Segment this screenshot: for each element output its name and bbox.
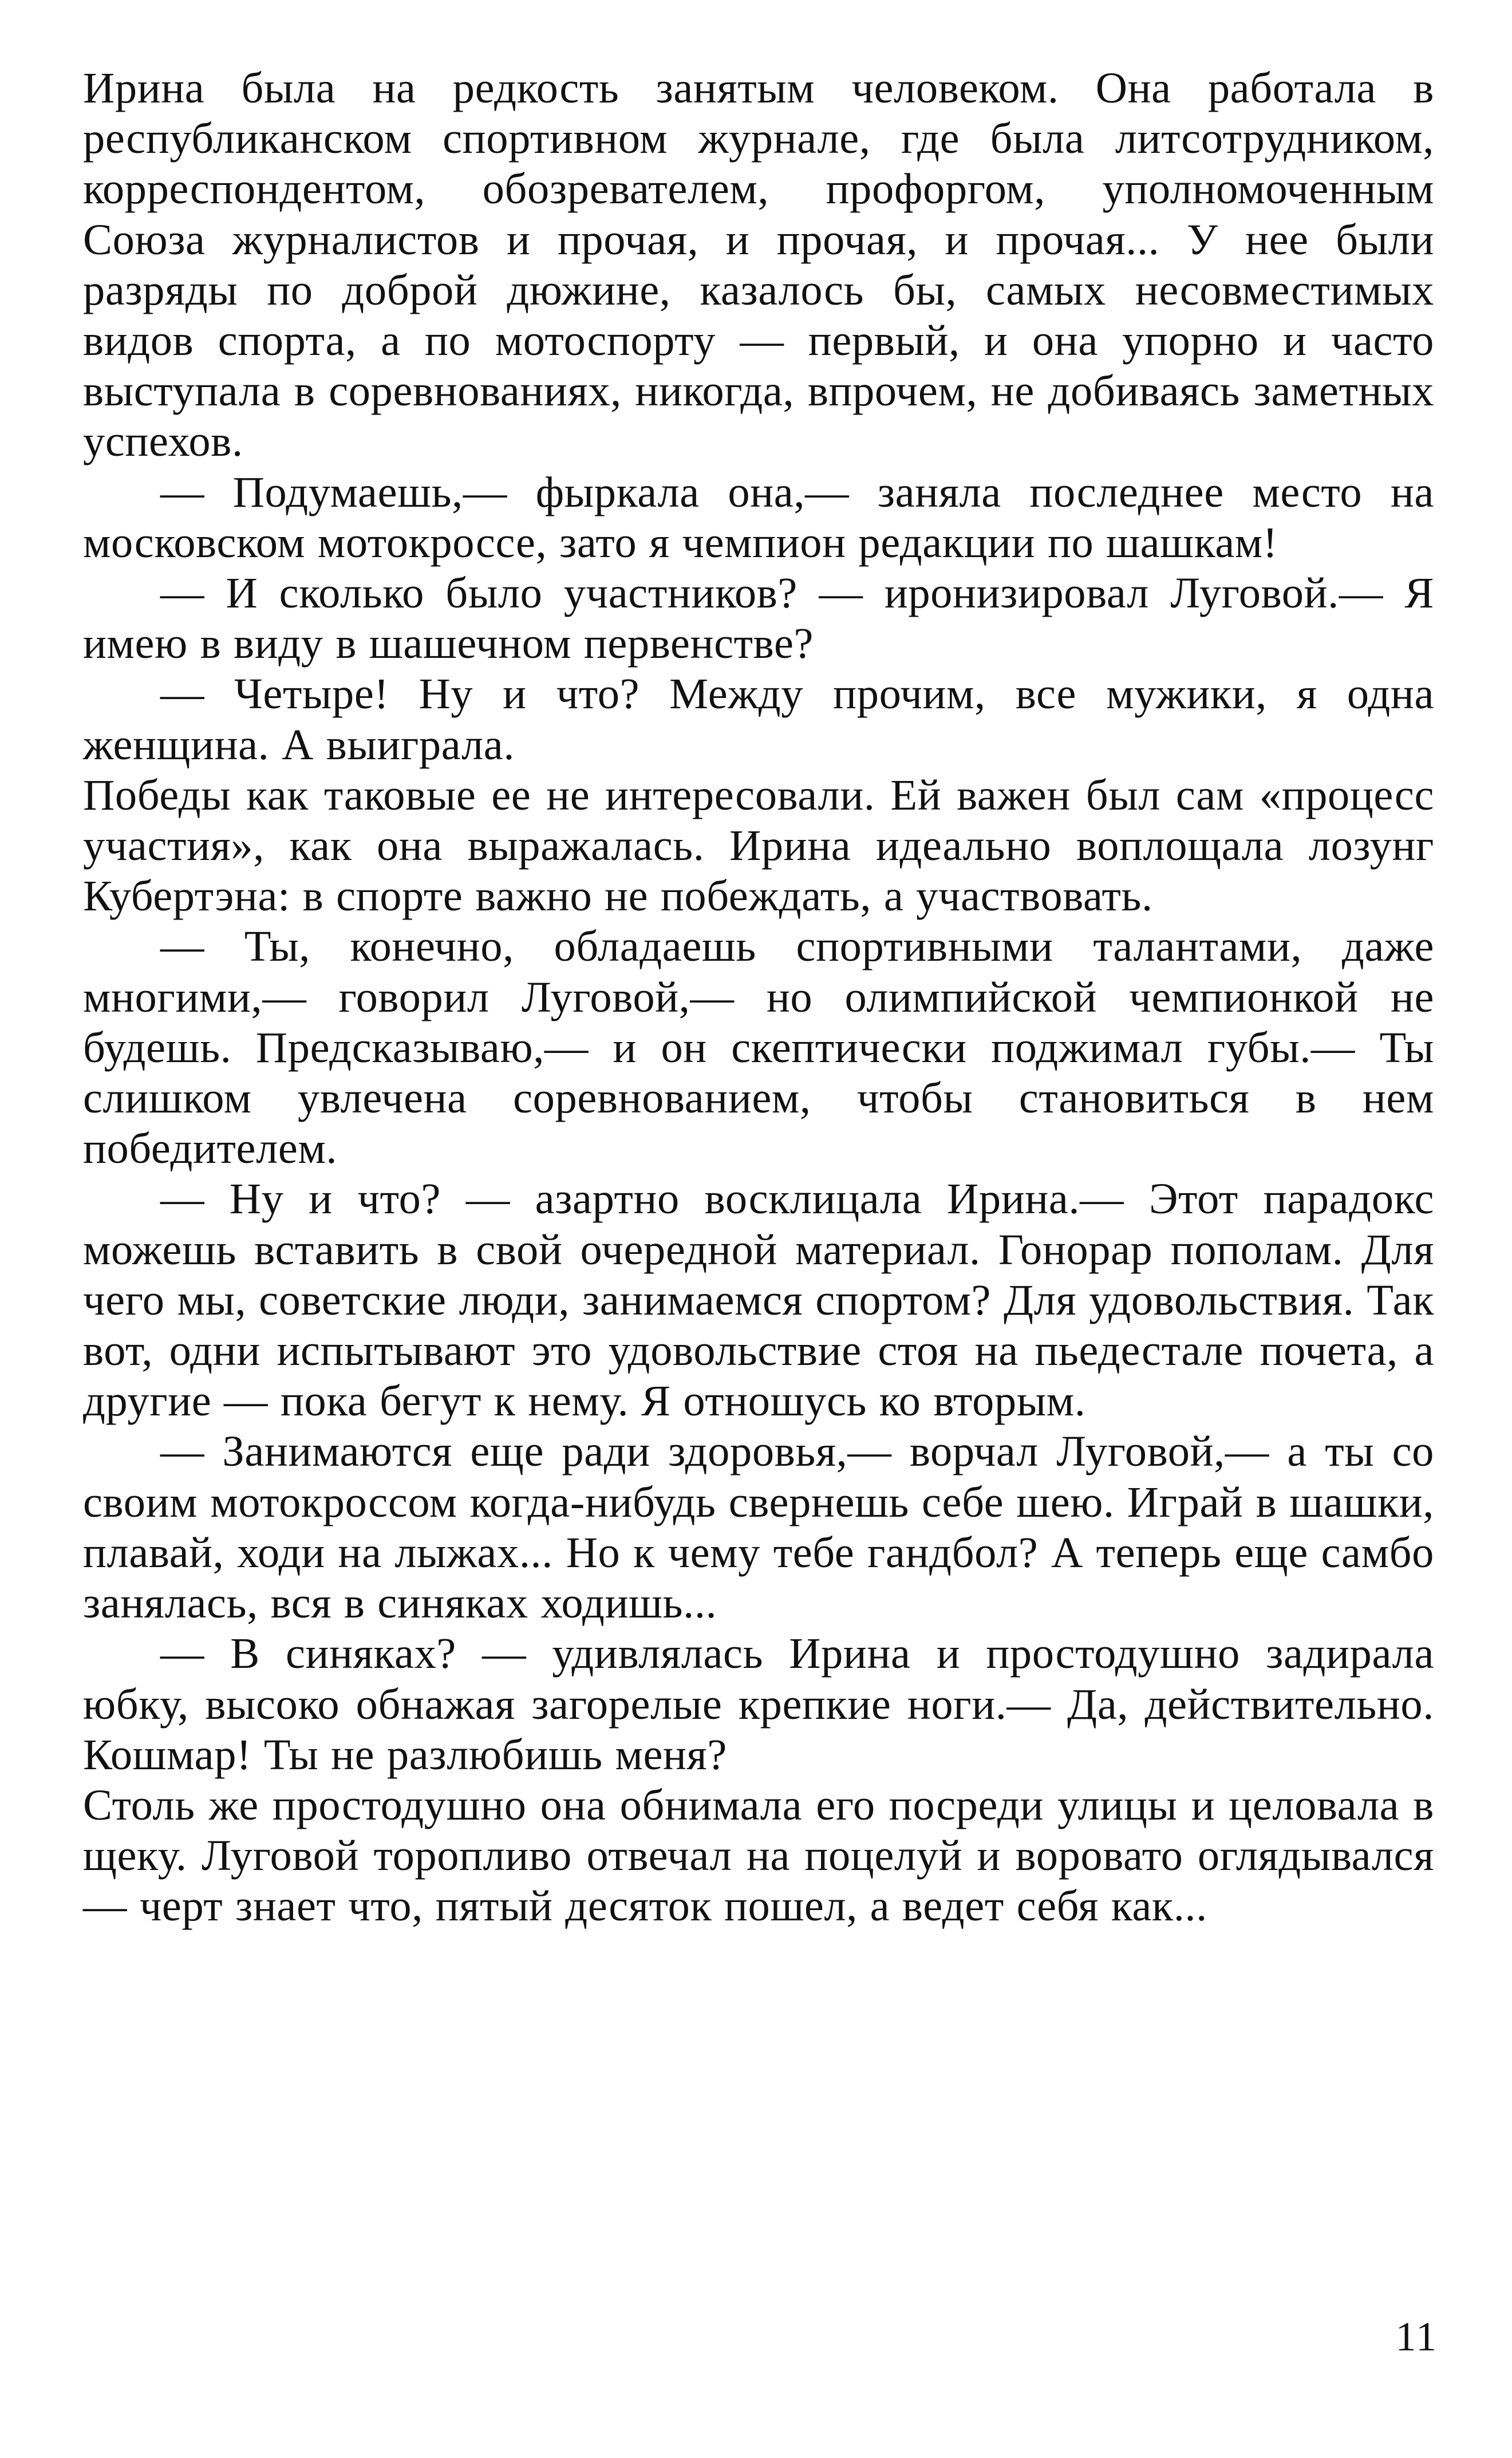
paragraph-dialog: — Занимаются еще ради здоровья,— ворчал Луговой,— а ты со своим мотокроссом когда-нибудь свернешь себе шею. Играй в шашки, плавай, ходи на лыжах... Но к чему тебе гандбол? А теперь еще самбо занялась, вся в синяках ходишь... [83, 1427, 1434, 1628]
paragraph-narrative: Столь же простодушно она обнимала его посреди улицы и целовала в щеку. Луговой торопливо отвечал на поцелуй и воровато оглядывался — черт знает что, пятый десяток пошел, а ведет себя как... [83, 1780, 1434, 1931]
paragraph-dialog: — И сколько было участников? — иронизировал Луговой.— Я имею в виду в шашечном первенстве? [83, 569, 1434, 668]
body-text [83, 63, 1434, 1932]
paragraph-dialog: — Четыре! Ну и что? Между прочим, все мужики, я одна женщина. А выиграла. [83, 669, 1434, 769]
paragraph-narrative: Победы как таковые ее не интересовали. Ей важен был сам «процесс участия», как она выражалась. Ирина идеально воплощала лозунг Кубертэна: в спорте важно не побеждать, а участвовать. [83, 770, 1434, 921]
page-number: 11 [1395, 2314, 1438, 2360]
paragraph-dialog: — Подумаешь,— фыркала она,— заняла последнее место на московском мотокроссе, зато я чемпион редакции по шашкам! [83, 467, 1434, 567]
paragraph-dialog: — В синяках? — удивлялась Ирина и простодушно задирала юбку, высоко обнажая загорелые крепкие ноги.— Да, действительно. Кошмар! Ты не разлюбишь меня? [83, 1629, 1434, 1779]
paragraph-dialog: — Ну и что? — азартно восклицала Ирина.— Этот парадокс можешь вставить в свой очередной материал. Гонорар пополам. Для чего мы, советские люди, занимаемся спортом? Для удовольствия. Так вот, одни испытывают это удовольствие стоя на пьедестале почета, а другие — пока бегут к нему. Я отношусь ко вторым. [83, 1174, 1434, 1426]
paragraph-narrative: Ирина была на редкость занятым человеком. Она работала в республиканском спортивном журнале, где была литсотрудником, корреспондентом, обозревателем, профоргом, уполномоченным Союза журналистов и прочая, и прочая, и прочая... У нее были разряды по доброй дюжине, казалось бы, самых несовместимых видов спорта, а по мотоспорту — первый, и она упорно и часто выступала в соревнованиях, никогда, впрочем, не добиваясь заметных успехов. [83, 64, 1434, 466]
paragraph-dialog: — Ты, конечно, обладаешь спортивными талантами, даже многими,— говорил Луговой,— но олимпийской чемпионкой не будешь. Предсказываю,— и он скептически поджимал губы.— Ты слишком увлечена соревнованием, чтобы становиться в нем победителем. [83, 922, 1434, 1173]
